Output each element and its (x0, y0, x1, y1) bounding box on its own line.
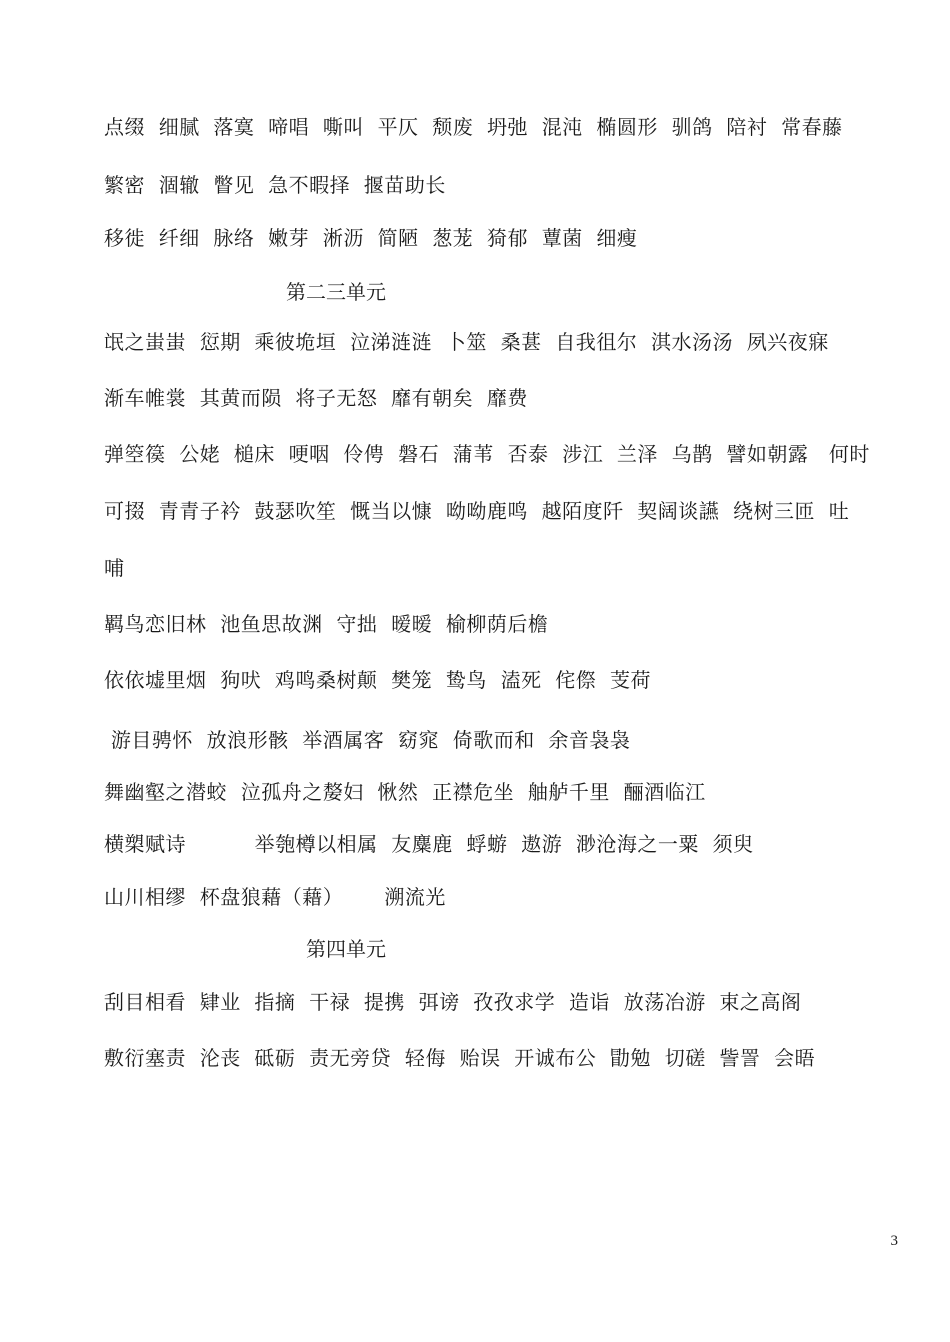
vocab-line-15: 刮目相看 肄业 指摘 干禄 提携 弭谤 孜孜求学 造诣 放荡冶游 束之高阁 (104, 990, 802, 1014)
vocab-line-2: 繁密 涸辙 瞥见 急不暇择 揠苗助长 (104, 173, 446, 197)
vocab-line-8: 哺 (104, 556, 125, 580)
vocab-line-7: 可掇 青青子衿 鼓瑟吹笙 慨当以慷 呦呦鹿鸣 越陌度阡 契阔谈讌 绕树三匝 吐 (104, 499, 850, 523)
page-number: 3 (890, 1233, 898, 1249)
vocab-line-6: 弹箜篌 公姥 槌床 哽咽 伶俜 磐石 蒲苇 否泰 涉江 兰泽 乌鹊 譬如朝露 何时 (104, 442, 870, 466)
unit-4-heading: 第四单元 (306, 937, 386, 961)
vocab-line-10: 依依墟里烟 狗吠 鸡鸣桑树颠 樊笼 鸷鸟 溘死 侘傺 芰荷 (104, 668, 652, 692)
vocab-line-3: 移徙 纤细 脉络 嫩芽 淅沥 简陋 葱茏 猗郁 蕈菌 细瘦 (104, 226, 638, 250)
unit-2-3-heading: 第二三单元 (286, 280, 386, 304)
vocab-line-16: 敷衍塞责 沦丧 砥砺 责无旁贷 轻侮 贻误 开诚布公 勖勉 切磋 訾詈 会晤 (104, 1046, 816, 1070)
vocab-line-13: 横槊赋诗 举匏樽以相属 友麋鹿 蜉蝣 遨游 渺沧海之一粟 须臾 (104, 832, 754, 856)
vocab-line-9: 羁鸟恋旧林 池鱼思故渊 守拙 暧暧 榆柳荫后檐 (104, 612, 549, 636)
vocab-line-14: 山川相缪 杯盘狼藉（藉） 溯流光 (104, 885, 446, 909)
vocab-line-4: 氓之蚩蚩 愆期 乘彼垝垣 泣涕涟涟 卜筮 桑葚 自我徂尔 淇水汤汤 夙兴夜寐 (104, 330, 829, 354)
vocab-line-5: 渐车帷裳 其黄而陨 将子无怒 靡有朝矣 靡费 (104, 386, 528, 410)
vocab-line-11: 游目骋怀 放浪形骸 举酒属客 窈窕 倚歌而和 余音袅袅 (104, 728, 631, 752)
vocab-line-1: 点缀 细腻 落寞 啼唱 嘶叫 平仄 颓废 坍弛 混沌 椭圆形 驯鸽 陪衬 常春藤 (104, 115, 843, 139)
vocab-line-12: 舞幽壑之潜蛟 泣孤舟之嫠妇 愀然 正襟危坐 舳舻千里 酾酒临江 (104, 780, 706, 804)
